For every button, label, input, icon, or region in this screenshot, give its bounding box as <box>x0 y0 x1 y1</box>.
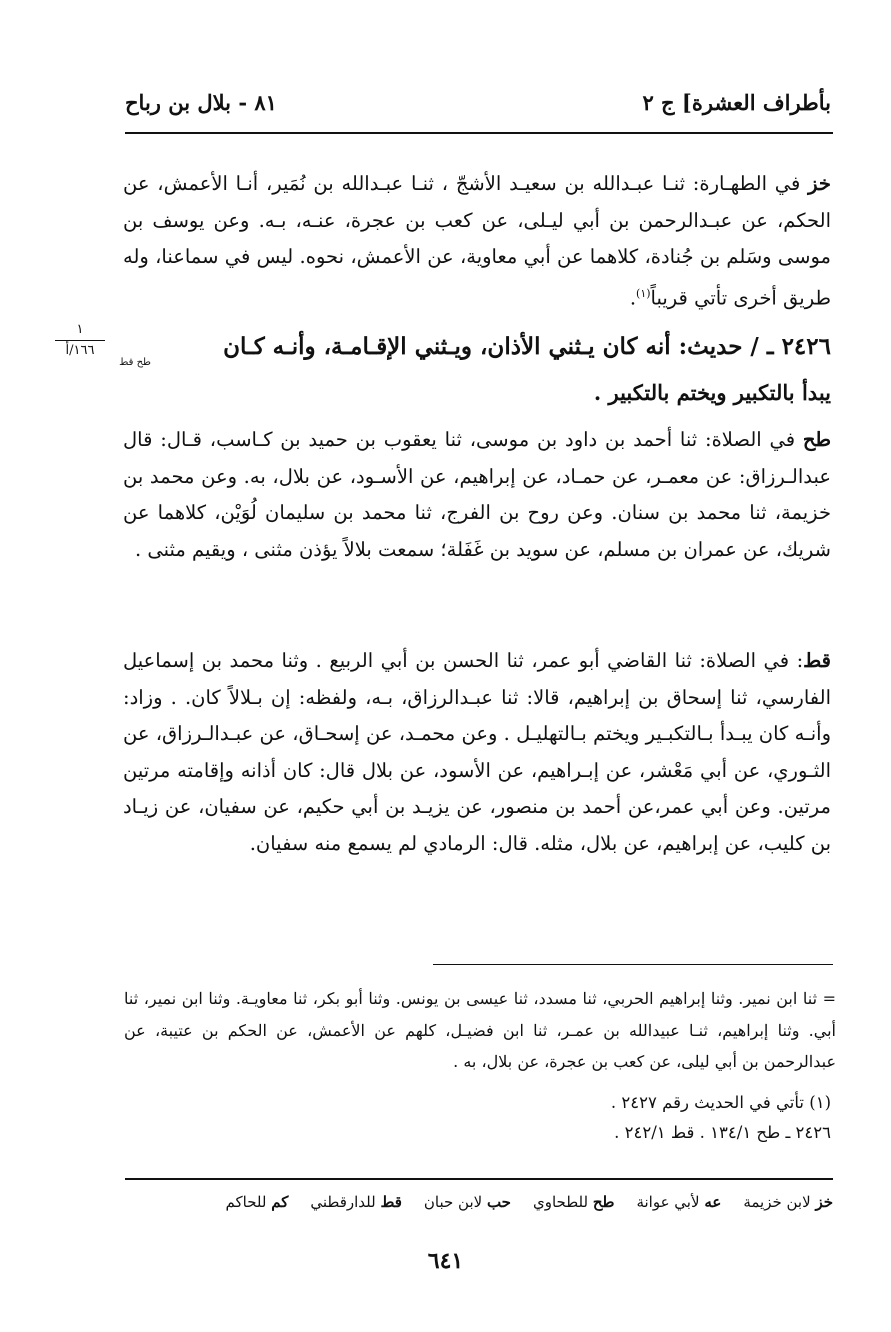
margin-manuscript-ref <box>55 322 105 359</box>
legend-label: للحاكم <box>225 1193 272 1211</box>
footnote-source-refs: ٢٤٢٦ ـ طح ١٣٤/١ . قط ٢٤٢/١ . <box>614 1123 831 1142</box>
footnote-rule <box>433 964 833 965</box>
sigla-th: طح <box>802 428 831 451</box>
paragraph-th <box>123 422 831 568</box>
legend-abbr: قط <box>380 1193 402 1211</box>
paragraph-khz <box>123 166 831 317</box>
legend-item <box>424 1193 511 1211</box>
sigla-legend <box>121 1193 833 1211</box>
legend-item <box>743 1193 833 1211</box>
running-header-chapter: ٨١ - بلال بن رباح <box>125 90 277 115</box>
running-header-book: بأطراف العشرة] ج ٢ <box>642 90 831 115</box>
footnote-marker: (١) <box>636 286 651 300</box>
margin-note-top: ١ <box>76 322 84 337</box>
hadith-number: ٢٤٢٦ <box>781 333 831 360</box>
paragraph-qt <box>123 643 831 862</box>
paragraph-text: في الطهـارة: ثنـا عبـدالله بن سعيـد الأشجّ ، ثنـا عبـدالله بن نُمَير، أنـا الأعمش، عن الحكم، عن عبـدالرحمن بن أبي ليـلى، عن كعب بن عجرة، عنـه، بـه. وعن يوسف بن موسى وسَلم بن جُنادة، كلاهما عن أبي معاوية، عن الأعمش، نحوه. ليس في سماعنا، وله طريق أخرى تأتي قريباً <box>123 172 831 309</box>
legend-label: للدارقطني <box>310 1193 381 1211</box>
legend-item <box>310 1193 402 1211</box>
legend-abbr: حب <box>486 1193 511 1211</box>
legend-item <box>533 1193 614 1211</box>
legend-abbr: كم <box>271 1193 289 1211</box>
header-rule <box>125 132 833 134</box>
paragraph-end: . <box>629 286 637 309</box>
legend-rule <box>125 1178 833 1180</box>
legend-label: للطحاوي <box>532 1193 593 1211</box>
footnote-1: (١) تأتي في الحديث رقم ٢٤٢٧ . <box>610 1093 831 1112</box>
sigla-qt: قط <box>803 649 831 672</box>
margin-note-bottom: ١٦٦/أ <box>65 343 95 358</box>
sigla-khz: خز <box>808 172 831 195</box>
legend-abbr: خز <box>815 1193 833 1211</box>
paragraph-text: : في الصلاة: ثنا القاضي أبو عمر، ثنا الحسن بن أبي الربيع . وثنا محمد بن إسماعيل الفارسي، ثنا إسحاق بن إبراهيم، قالا: ثنا عبـدالرزاق، بـه، ولفظه: إن بـلالاً كان. . وزاد: وأنـه كان يبـدأ بـالتكبـير ويختم بـالتهليـل . وعن محمـد، عن إسحـاق، عن عبـدالـرزاق، عن الثـوري، عن أبي مَعْشر، عن إبـراهيم، عن الأسود، عن بلال قال: كان أذانه وإقامته مرتين مرتين. وعن أبي عمر،عن أحمد بن منصور، عن يزيـد بن أبي حكيم، عن سفيان، عن زيـاد بن كليب، عن إبراهيم، عن بلال، مثله. قال: الرمادي لم يسمع منه سفيان. <box>123 649 831 855</box>
legend-item <box>636 1193 721 1211</box>
hadith-title-continued: يبدأ بالتكبير ويختم بالتكبير . <box>593 380 831 405</box>
legend-item <box>226 1193 289 1211</box>
hadith-heading <box>123 330 831 364</box>
hadith-sources-sigla: طح قط <box>119 357 151 368</box>
hadith-title: ـ / حديث: أنه كان يـثني الأذان، ويـثني الإقـامـة، وأنـه كـان <box>223 333 782 360</box>
page-number: ٦٤١ <box>427 1248 464 1274</box>
legend-label: لأبي عوانة <box>636 1193 705 1211</box>
footnote-continuation: = ثنا ابن نمير. وثنا إبراهيم الحربي، ثنا مسدد، ثنا عيسى بن يونس. وثنا أبو بكر، ثنا معاويـة. وثنا ابن نمير، ثنا أبي. وثنا إبراهيم، ثنـا عبيدالله بن عمـر، ثنا ابن فضيـل، كلهم عن الأعمش، عن الحكم بن عتيبة، عن عبدالرحمن بن أبي ليلى، عن كعب بن عجرة، عن بلال، به . <box>124 989 836 1071</box>
legend-label: لابن حبان <box>423 1193 487 1211</box>
legend-label: لابن خزيمة <box>743 1193 816 1211</box>
margin-note-rule <box>55 340 105 341</box>
legend-abbr: عه <box>704 1193 722 1211</box>
paragraph-text: في الصلاة: ثنا أحمد بن داود بن موسى، ثنا يعقوب بن حميد بن كـاسب، قـال: قال عبدالـرزاق: عن معمـر، عن حمـاد، عن إبراهيم، عن الأسـود، عن بلال، به. وعن محمد بن خزيمة، ثنا محمد بن سنان. وعن روح بن الفرج، ثنا محمد بن سليمان لُوَيْن، كلاهما عن شريك، عن عمران بن مسلم، عن سويد بن غَفَلة؛ سمعت بلالاً يؤذن مثنى ، ويقيم مثنى . <box>123 428 831 561</box>
legend-abbr: طح <box>592 1193 615 1211</box>
